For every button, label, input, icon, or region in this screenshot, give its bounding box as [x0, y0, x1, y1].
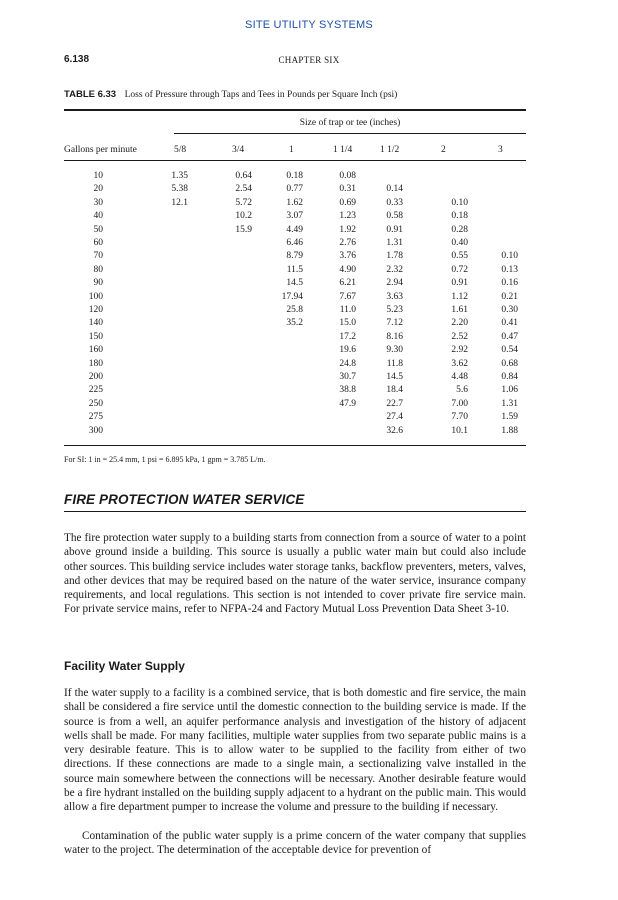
table-cell-value: 1.59: [501, 412, 518, 423]
table-cell-value: 4.90: [339, 264, 356, 275]
table-cell-gpm: 20: [93, 184, 103, 195]
paragraph-contamination: Contamination of the public water supply is a prime concern of the water company that supplies water to the project. The determination of the acceptable device for prevention of: [64, 830, 526, 857]
section-heading: FIRE PROTECTION WATER SERVICE: [64, 492, 305, 507]
table-cell-value: 32.6: [386, 425, 403, 436]
table-cell-value: 22.7: [386, 398, 403, 409]
table-cell-value: 0.54: [501, 345, 518, 356]
table-cell-value: 2.20: [451, 318, 468, 329]
table-cell-value: 47.9: [339, 398, 356, 409]
table-cell-value: 1.61: [451, 305, 468, 315]
table-row: [0, 425, 618, 437]
table-cell-value: 1.31: [501, 398, 518, 409]
table-row: [0, 237, 618, 249]
table-cell-value: 0.13: [501, 264, 518, 275]
column-header-1-1-2: 1 1/2: [380, 145, 400, 155]
table-cell-gpm: 150: [88, 331, 103, 342]
table-cell-gpm: 200: [88, 372, 103, 382]
table-cell-value: 0.18: [451, 211, 468, 222]
table-cell-value: 18.4: [386, 385, 403, 396]
table-cell-value: 27.4: [386, 412, 403, 423]
table-cell-value: 1.31: [386, 238, 403, 248]
table-cell-value: 2.32: [386, 264, 403, 275]
table-cell-value: 0.69: [339, 197, 356, 208]
table-cell-value: 15.9: [235, 224, 252, 235]
table-cell-value: 0.47: [501, 331, 518, 342]
table-row: [0, 197, 618, 209]
table-cell-value: 0.40: [451, 238, 468, 248]
table-cell-value: 1.23: [339, 211, 356, 222]
table-cell-value: 7.00: [451, 398, 468, 409]
table-cell-value: 1.78: [386, 251, 403, 262]
table-cell-value: 0.14: [386, 184, 403, 195]
table-cell-value: 0.58: [386, 211, 403, 222]
table-cell-value: 2.94: [386, 278, 403, 289]
table-cell-value: 0.64: [235, 171, 252, 181]
table-cell-value: 0.18: [286, 171, 303, 181]
table-cell-value: 1.62: [286, 197, 303, 208]
table-cell-value: 9.30: [386, 345, 403, 356]
table-cell-value: 15.0: [339, 318, 356, 329]
table-cell-value: 2.54: [235, 184, 252, 195]
table-row: [0, 304, 618, 316]
table-cell-value: 7.70: [451, 412, 468, 423]
table-cell-value: 17.94: [281, 291, 303, 302]
table-cell-gpm: 300: [88, 425, 103, 436]
table-cell-gpm: 90: [93, 278, 103, 289]
table-cell-gpm: 10: [93, 171, 103, 181]
column-header-3: 3: [498, 145, 503, 155]
table-cell-value: 1.35: [171, 171, 188, 181]
table-cell-value: 0.08: [339, 171, 356, 181]
table-cell-gpm: 60: [93, 238, 103, 248]
table-cell-value: 5.6: [456, 385, 468, 396]
table-row: [0, 411, 618, 423]
table-cell-value: 10.2: [235, 211, 252, 222]
paragraph-fire-protection: The fire protection water supply to a building starts from connection from a source of water to a point above ground inside a building. This source is usually a public water main but could also include other sources. This building service includes water storage tanks, backflow preventers, meters, valves, and other devices that may be required based on the nature of the water service, insurance company requirements, and local regulations. This section is not intended to cover private fire service main. For private service mains, refer to NFPA-24 and Factory Mutual Loss Prevention Data Sheet 3-10.: [64, 532, 526, 616]
table-bottom-rule: [64, 445, 526, 446]
table-cell-value: 38.8: [339, 385, 356, 396]
table-cell-gpm: 100: [88, 291, 103, 302]
section-heading-rule: [64, 511, 526, 512]
table-title: Loss of Pressure through Taps and Tees in Pounds per Square Inch (psi): [124, 90, 398, 100]
table-caption: [64, 89, 397, 100]
table-cell-value: 11.8: [386, 358, 403, 369]
table-cell-value: 1.12: [451, 291, 468, 302]
column-header-3-4: 3/4: [232, 145, 245, 155]
running-head: SITE UTILITY SYSTEMS: [245, 19, 373, 31]
table-row: [0, 183, 618, 195]
table-cell-value: 3.07: [286, 211, 303, 222]
table-row: [0, 331, 618, 343]
table-row: [0, 371, 618, 383]
table-cell-value: 7.67: [339, 291, 356, 302]
table-cell-value: 24.8: [339, 358, 356, 369]
table-cell-value: 14.5: [386, 372, 403, 382]
table-cell-value: 0.10: [451, 197, 468, 208]
table-cell-gpm: 120: [88, 305, 103, 315]
table-cell-value: 11.5: [286, 264, 303, 275]
table-cell-gpm: 160: [88, 345, 103, 356]
table-row: [0, 344, 618, 356]
table-header-rule: [64, 160, 526, 161]
table-cell-value: 5.72: [235, 197, 252, 208]
table-cell-gpm: 140: [88, 318, 103, 329]
column-header-2: 2: [441, 145, 446, 155]
table-cell-value: 1.06: [501, 385, 518, 396]
table-cell-value: 4.48: [451, 372, 468, 382]
table-cell-value: 0.10: [501, 251, 518, 262]
table-cell-value: 3.76: [339, 251, 356, 262]
table-cell-value: 10.1: [451, 425, 468, 436]
table-cell-value: 2.76: [339, 238, 356, 248]
table-cell-value: 1.92: [339, 224, 356, 235]
table-cell-value: 25.8: [286, 305, 303, 315]
table-row: [0, 358, 618, 370]
table-cell-value: 0.91: [386, 224, 403, 235]
table-cell-value: 0.33: [386, 197, 403, 208]
table-cell-value: 5.23: [386, 305, 403, 315]
table-cell-value: 0.72: [451, 264, 468, 275]
column-header-1-1-4: 1 1/4: [333, 145, 353, 155]
table-row: [0, 398, 618, 410]
table-row: [0, 224, 618, 236]
table-cell-value: 0.41: [501, 318, 518, 329]
table-cell-gpm: 225: [88, 385, 103, 396]
table-cell-value: 5.38: [171, 184, 188, 195]
table-cell-value: 0.28: [451, 224, 468, 235]
table-cell-gpm: 250: [88, 398, 103, 409]
table-top-rule: [64, 109, 526, 111]
table-cell-value: 11.0: [339, 305, 356, 315]
table-cell-value: 0.55: [451, 251, 468, 262]
table-cell-value: 30.7: [339, 372, 356, 382]
table-cell-value: 0.31: [339, 184, 356, 195]
table-cell-value: 0.30: [501, 305, 518, 315]
table-cell-value: 6.46: [286, 238, 303, 248]
table-cell-value: 3.63: [386, 291, 403, 302]
paragraph-facility-water-supply: If the water supply to a facility is a combined service, that is both domestic and fire service, the main shall be considered a fire service until the domestic connection to the building service is made. If the source is from a well, an aquifer performance analysis and investigation of the history of adjacent wells shall be made. For many facilities, multiple water supplies from two separate public mains is a very desirable feature. This is to allow water to be supplied to the facility from either of two directions. If these connections are made to a single main, a sectionalizing valve installed in the source main somewhere between the connections will be necessary. Another desirable feature would be a fire hydrant installed on the building supply adjacent to a hydrant on the public main. This would allow a fire department pumper to increase the volume and pressure to the building if necessary.: [64, 687, 526, 814]
table-cell-value: 12.1: [171, 197, 188, 208]
table-cell-value: 8.79: [286, 251, 303, 262]
column-header-gpm: Gallons per minute: [64, 145, 137, 155]
table-cell-gpm: 30: [93, 197, 103, 208]
table-cell-value: 2.92: [451, 345, 468, 356]
table-number: TABLE 6.33: [64, 89, 117, 100]
table-row: [0, 277, 618, 289]
table-footnote: For SI: 1 in = 25.4 mm, 1 psi = 6.895 kPa, 1 gpm = 3.785 L/m.: [64, 455, 266, 464]
table-cell-value: 0.16: [501, 278, 518, 289]
table-cell-value: 19.6: [339, 345, 356, 356]
table-cell-value: 2.52: [451, 331, 468, 342]
table-spanner-heading: Size of trap or tee (inches): [299, 118, 401, 128]
table-cell-gpm: 275: [88, 412, 103, 423]
table-cell-gpm: 180: [88, 358, 103, 369]
table-cell-value: 7.12: [386, 318, 403, 329]
table-cell-value: 1.88: [501, 425, 518, 436]
table-cell-value: 0.77: [286, 184, 303, 195]
page-number: 6.138: [64, 54, 90, 65]
table-cell-value: 0.68: [501, 358, 518, 369]
table-cell-value: 4.49: [286, 224, 303, 235]
table-row: [0, 291, 618, 303]
column-header-1: 1: [289, 145, 294, 155]
table-cell-gpm: 50: [93, 224, 103, 235]
table-row: [0, 250, 618, 262]
table-cell-value: 0.84: [501, 372, 518, 382]
table-cell-gpm: 40: [93, 211, 103, 222]
table-cell-value: 3.62: [451, 358, 468, 369]
table-row: [0, 210, 618, 222]
table-cell-value: 6.21: [339, 278, 356, 289]
table-cell-gpm: 80: [93, 264, 103, 275]
column-header-5-8: 5/8: [174, 145, 187, 155]
table-row: [0, 317, 618, 329]
table-cell-value: 0.21: [501, 291, 518, 302]
table-cell-value: 17.2: [339, 331, 356, 342]
chapter-label: CHAPTER SIX: [278, 55, 340, 65]
table-spanner-rule: [174, 133, 526, 134]
table-cell-gpm: 70: [93, 251, 103, 262]
table-cell-value: 14.5: [286, 278, 303, 289]
table-cell-value: 35.2: [286, 318, 303, 329]
table-row: [0, 384, 618, 396]
table-cell-value: 0.91: [451, 278, 468, 289]
table-row: [0, 264, 618, 276]
subsection-heading: Facility Water Supply: [64, 659, 185, 673]
table-cell-value: 8.16: [386, 331, 403, 342]
table-row: [0, 170, 618, 182]
